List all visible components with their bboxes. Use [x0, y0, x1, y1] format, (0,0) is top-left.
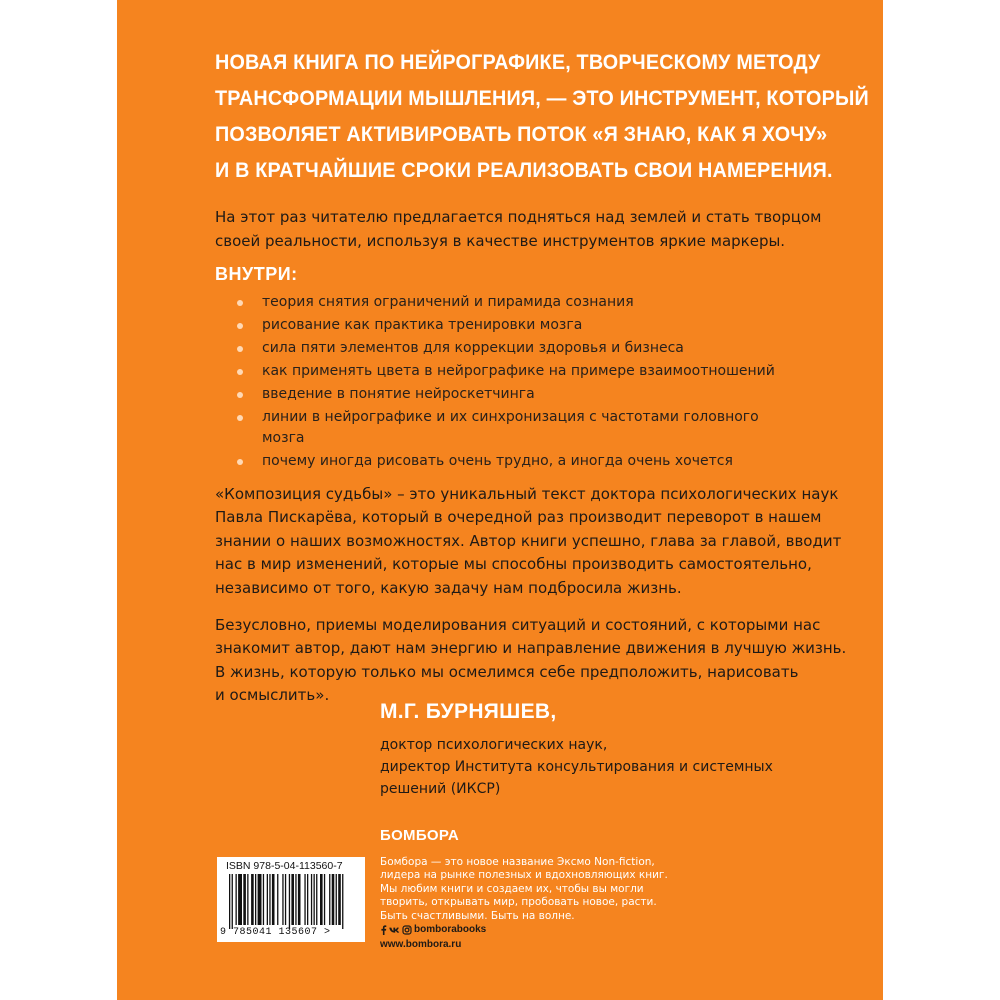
headline-line: НОВАЯ КНИГА ПО НЕЙРОГРАФИКЕ, ТВОРЧЕСКОМУ МЕТОДУ — [215, 50, 821, 74]
barcode-bar — [251, 874, 254, 925]
author-credentials — [380, 734, 800, 800]
barcode — [217, 857, 365, 942]
headline — [215, 44, 869, 188]
social-links — [380, 924, 486, 935]
publisher-desc-line: Бомбора — это новое название Эксмо Non-fiction, — [380, 856, 655, 868]
list-item: сила пяти элементов для коррекции здоровья и бизнеса — [215, 338, 775, 359]
headline-line: ПОЗВОЛЯЕТ АКТИВИРОВАТЬ ПОТОК «Я ЗНАЮ, КАК Я ХОЧУ» — [215, 122, 828, 146]
barcode-bar — [243, 874, 246, 925]
barcode-bar — [269, 874, 270, 925]
website-link: www.bombora.ru — [380, 939, 462, 950]
list-item: линии в нейрографике и их синхронизация с частотами головного мозга — [215, 407, 775, 449]
barcode-bar — [291, 874, 294, 925]
barcode-bar — [263, 874, 264, 925]
quote-paragraph-1 — [215, 483, 842, 600]
barcode-bar — [307, 874, 308, 925]
quote-line: независимо от того, какую задачу нам подбросила жизнь. — [215, 578, 682, 597]
barcode-bar — [247, 874, 248, 925]
quote-line: «Композиция судьбы» – это уникальный текст доктора психологических наук — [215, 485, 839, 503]
barcode-bar — [289, 874, 290, 929]
barcode-bar — [236, 874, 237, 925]
barcode-bar — [342, 874, 343, 929]
barcode-bar — [232, 874, 233, 929]
barcode-bar — [285, 874, 286, 925]
barcode-bar — [295, 874, 296, 925]
author-info-line: доктор психологических наук, — [380, 737, 608, 753]
headline-line: ТРАНСФОРМАЦИИ МЫШЛЕНИЯ, — ЭТО ИНСТРУМЕНТ, КОТОРЫЙ — [215, 86, 869, 110]
intro-line: своей реальности, используя в качестве инструментов яркие маркеры. — [215, 232, 786, 250]
barcode-bar — [316, 874, 317, 925]
publisher-description — [380, 856, 680, 923]
barcode-bar — [329, 874, 330, 925]
quote-line: Безусловно, приемы моделирования ситуаций и состояний, с которыми нас — [215, 616, 821, 635]
barcode-bar — [332, 874, 335, 925]
barcode-bar — [304, 874, 305, 925]
quote-line: знании о наших возможностях. Автор книги успешно, глава за главой, вводит — [215, 531, 842, 550]
barcode-bar — [258, 874, 262, 925]
quote-line: знакомит автор, дают нам энергию и направление движения в лучшую жизнь. — [215, 639, 847, 658]
barcode-bar — [272, 874, 275, 925]
inside-heading: ВНУТРИ: — [215, 264, 298, 284]
barcode-bar — [338, 874, 341, 925]
author-info-line: директор Института консультирования и системных — [380, 759, 773, 775]
barcode-bar — [277, 874, 278, 925]
barcode-bar — [336, 874, 337, 925]
list-item: почему иногда рисовать очень трудно, а иногда очень хочется — [215, 451, 775, 472]
facebook-icon — [380, 925, 387, 935]
intro-paragraph — [215, 205, 822, 253]
barcode-bar — [267, 874, 268, 925]
quote-line: нас в мир изменений, которые мы способны производить самостоятельно, — [215, 555, 812, 574]
intro-line: На этот раз читателю предлагается подняться над землей и стать творцом — [215, 208, 822, 226]
headline-line: И В КРАТЧАЙШИЕ СРОКИ РЕАЛИЗОВАТЬ СВОИ НАМЕРЕНИЯ. — [215, 158, 833, 182]
list-item: как применять цвета в нейрографике на примере взаимоотношений — [215, 361, 775, 382]
author-name: М.Г. БУРНЯШЕВ, — [380, 700, 557, 723]
inside-list — [215, 292, 775, 474]
quote-line: Павла Пискарёва, который в очередной раз производит переворот в нашем — [215, 508, 822, 527]
barcode-bar — [320, 874, 323, 925]
barcode-bar — [298, 874, 301, 925]
social-handle: bomborabooks — [414, 924, 487, 935]
list-item: введение в понятие нейроскетчинга — [215, 384, 775, 405]
barcode-bar — [229, 874, 230, 929]
publisher-logo-text: БОМБОРА — [380, 827, 460, 844]
quote-line: В жизнь, которую только мы осмелимся себе предположить, нарисовать — [215, 662, 799, 681]
barcode-bar — [311, 874, 312, 925]
list-item: теория снятия ограничений и пирамида сознания — [215, 292, 775, 313]
publisher-desc-line: Быть счастливыми. Быть на волне. — [380, 909, 575, 922]
quote-paragraph-2 — [215, 614, 847, 708]
vk-icon — [389, 925, 400, 935]
isbn-label: ISBN 978-5-04-113560-7 — [226, 860, 343, 872]
publisher-desc-line: лидера на рынке полезных и вдохновляющих книг. — [380, 869, 668, 882]
instagram-icon — [402, 925, 412, 935]
barcode-bar — [314, 874, 315, 925]
quote-line: и осмыслить». — [215, 686, 330, 705]
barcode-bar — [324, 874, 325, 925]
list-item: рисование как практика тренировки мозга — [215, 315, 775, 336]
barcode-digits: 9 785041 135607 > — [220, 927, 331, 938]
review-quote — [215, 483, 847, 722]
publisher-desc-line: Мы любим книги и создаем их, чтобы вы могли — [380, 882, 644, 895]
author-info-line: решений (ИКСР) — [380, 781, 501, 797]
barcode-bar — [238, 874, 242, 925]
barcode-bar — [282, 874, 283, 925]
book-back-cover — [117, 0, 883, 1000]
barcode-bar — [255, 874, 256, 925]
publisher-desc-line: творить, открывать мир, пробовать новое, расти. — [380, 896, 657, 909]
